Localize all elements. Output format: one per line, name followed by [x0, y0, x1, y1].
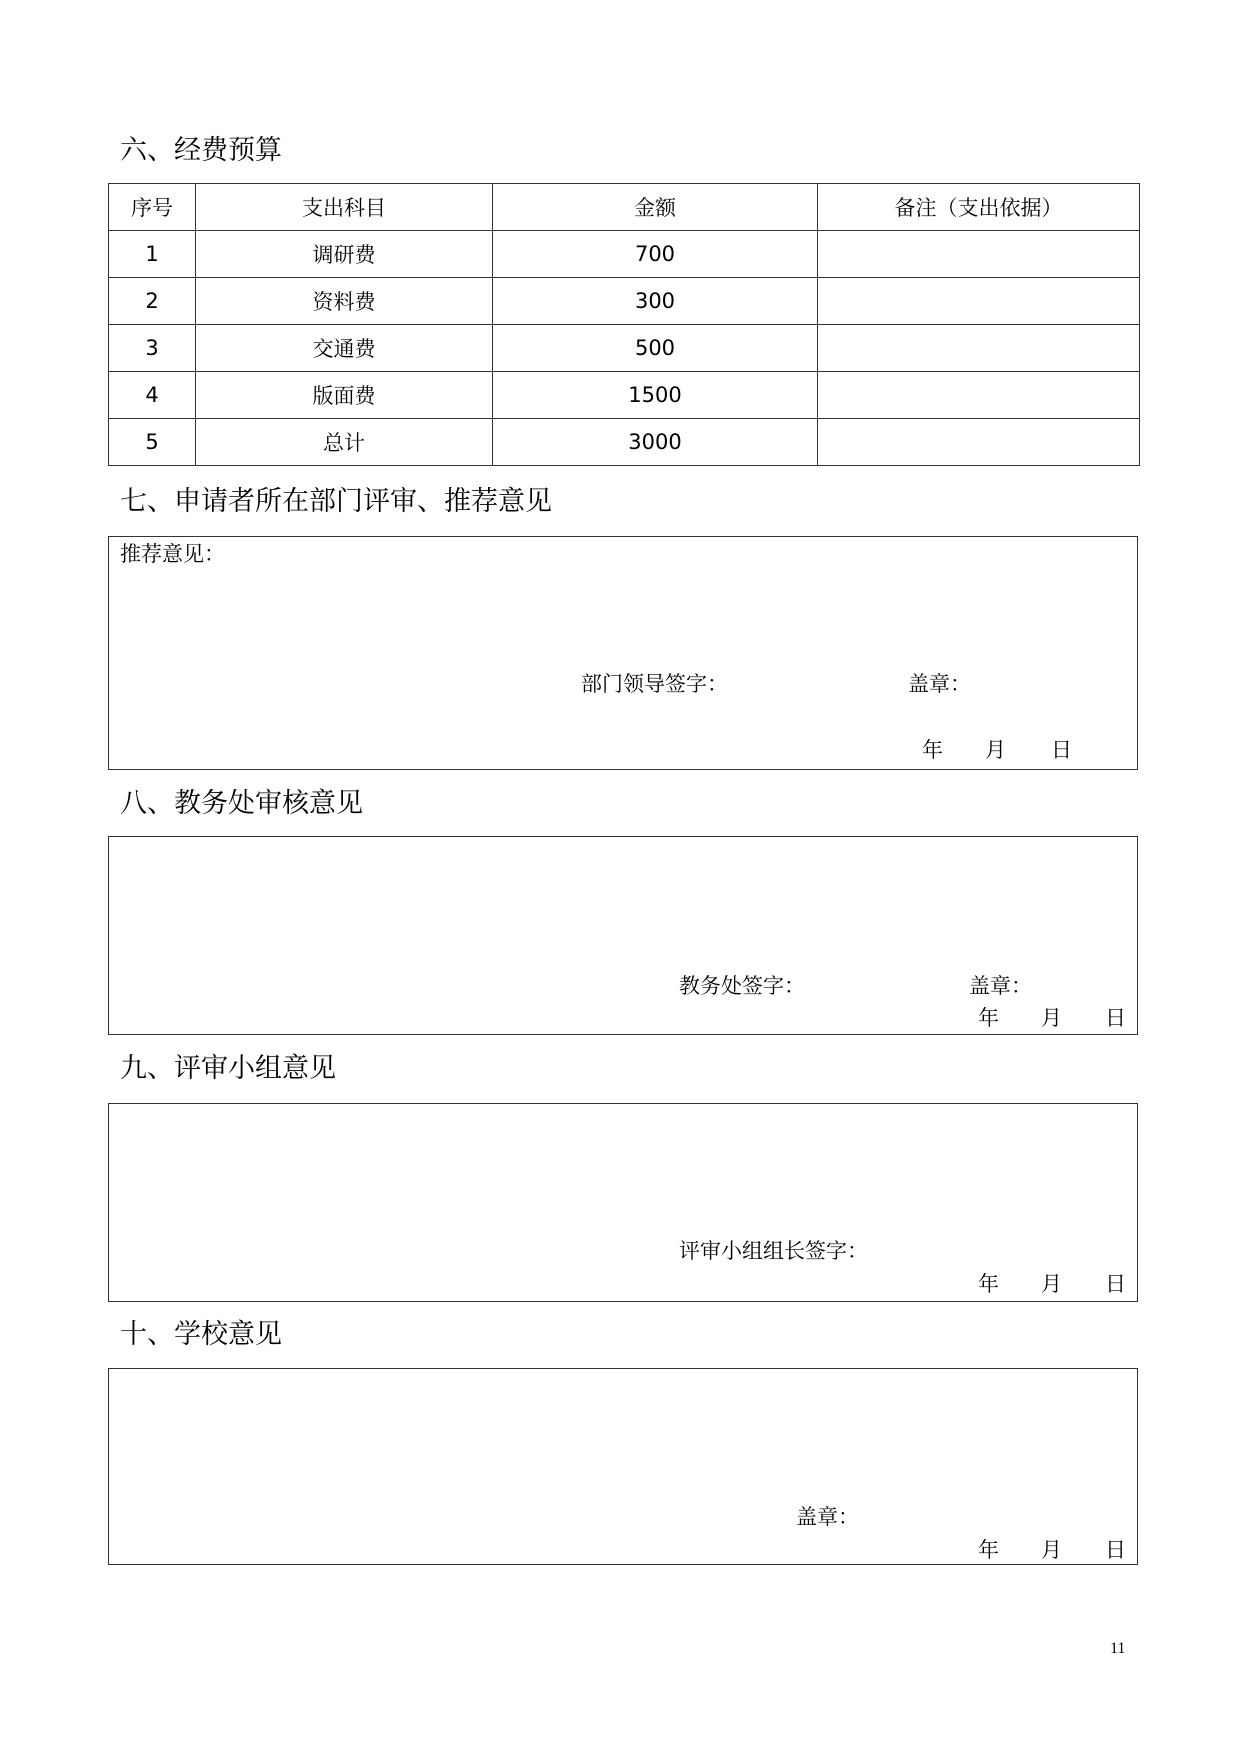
date-year: 年 [978, 1538, 999, 1562]
section-heading-panel: 九、评审小组意见 [120, 1053, 336, 1084]
cell-amount: 500 [493, 325, 818, 372]
cell-item: 资料费 [196, 278, 493, 325]
date-month: 月 [985, 738, 1006, 762]
dept-opinion-box[interactable] [108, 536, 1138, 770]
cell-no: 3 [109, 325, 196, 372]
panel-sign-label: 评审小组组长签字： [679, 1239, 868, 1263]
academic-sign-label: 教务处签字： [679, 974, 805, 998]
dept-sign-label: 部门领导签字： [581, 672, 728, 696]
cell-note [818, 231, 1140, 278]
cell-item: 版面费 [196, 372, 493, 419]
cell-amount: 3000 [493, 419, 818, 466]
budget-table [108, 183, 1140, 466]
column-header: 序号 [109, 184, 196, 231]
cell-amount: 1500 [493, 372, 818, 419]
recommend-label: 推荐意见： [120, 542, 225, 566]
seal-label: 盖章： [908, 672, 971, 696]
section-heading-school: 十、学校意见 [120, 1319, 282, 1350]
page-number: 11 [1110, 1640, 1126, 1657]
table-row [109, 278, 1140, 325]
cell-note [818, 278, 1140, 325]
cell-note [818, 419, 1140, 466]
cell-amount: 300 [493, 278, 818, 325]
column-header: 金额 [493, 184, 818, 231]
date-year: 年 [978, 1006, 999, 1030]
date-year: 年 [922, 738, 943, 762]
date-day: 日 [1051, 738, 1072, 762]
cell-amount: 700 [493, 231, 818, 278]
seal-label: 盖章： [969, 974, 1032, 998]
school-opinion-box[interactable] [108, 1368, 1138, 1565]
cell-note [818, 325, 1140, 372]
cell-note [818, 372, 1140, 419]
cell-no: 5 [109, 419, 196, 466]
date-day: 日 [1105, 1272, 1126, 1296]
column-header: 支出科目 [196, 184, 493, 231]
date-month: 月 [1041, 1272, 1062, 1296]
table-row [109, 325, 1140, 372]
date-month: 月 [1041, 1538, 1062, 1562]
cell-item: 总计 [196, 419, 493, 466]
section-heading-dept: 七、申请者所在部门评审、推荐意见 [120, 486, 552, 517]
cell-no: 2 [109, 278, 196, 325]
table-row [109, 419, 1140, 466]
date-day: 日 [1105, 1006, 1126, 1030]
table-row [109, 372, 1140, 419]
table-header-row [109, 184, 1140, 231]
date-day: 日 [1105, 1538, 1126, 1562]
cell-no: 1 [109, 231, 196, 278]
date-year: 年 [978, 1272, 999, 1296]
column-header: 备注（支出依据） [818, 184, 1140, 231]
section-heading-academic: 八、教务处审核意见 [120, 788, 363, 819]
cell-no: 4 [109, 372, 196, 419]
table-row [109, 231, 1140, 278]
cell-item: 调研费 [196, 231, 493, 278]
date-month: 月 [1041, 1006, 1062, 1030]
seal-label: 盖章： [796, 1505, 859, 1529]
section-heading-budget: 六、经费预算 [120, 135, 282, 166]
cell-item: 交通费 [196, 325, 493, 372]
